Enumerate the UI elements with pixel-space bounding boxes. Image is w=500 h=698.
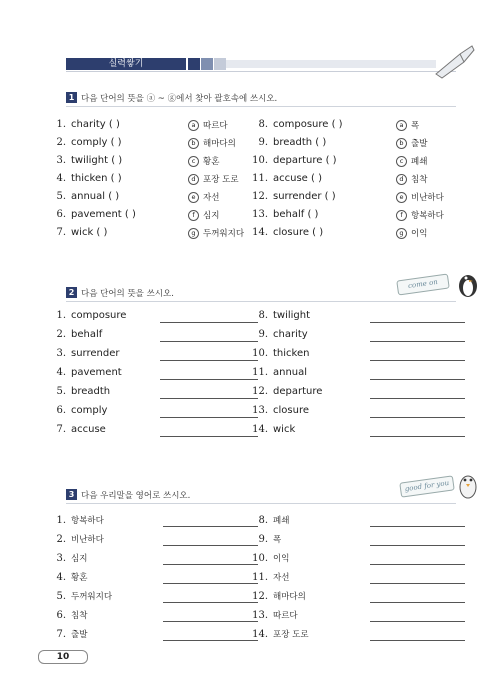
answer-line[interactable] [370,417,465,418]
match-word-row [252,155,402,166]
item-text: behalf ( ) [273,209,319,220]
item-number: 3. [56,553,66,564]
option-item [188,173,239,185]
item-text: annual ( ) [71,191,120,202]
option-letter: e [188,192,199,203]
answer-line[interactable] [160,322,258,323]
korean-row [252,552,362,564]
item-number: 8. [258,515,268,526]
item-number: 8. [258,310,268,321]
answer-line[interactable] [160,436,258,437]
item-number: 6. [56,610,66,621]
option-meaning: 이익 [411,229,428,239]
answer-line[interactable] [163,621,258,622]
item-number: 6. [56,209,66,220]
option-meaning: 침착 [411,175,428,185]
vocab-row [50,329,160,340]
come-on-sticker: come on [396,273,450,295]
answer-line[interactable] [370,526,465,527]
section-3-number: 3 [66,489,77,500]
korean-row [50,571,160,583]
item-number: 12. [252,591,268,602]
match-word-row [50,137,200,148]
vocab-row [252,424,362,435]
answer-line[interactable] [370,360,465,361]
match-word-row [50,209,200,220]
option-item [188,191,219,203]
item-number: 14. [252,227,268,238]
answer-line[interactable] [370,545,465,546]
item-text: 해마다의 [273,592,306,602]
bird-icon [455,468,481,500]
item-number: 9. [258,137,268,148]
item-number: 3. [56,155,66,166]
option-meaning: 따르다 [203,121,228,131]
option-letter: a [188,120,199,131]
section-2-rule [66,301,456,302]
item-text: pavement [71,367,122,378]
match-word-row [50,173,200,184]
option-item [396,119,419,131]
korean-row [50,609,160,621]
korean-row [50,552,160,564]
option-meaning: 황혼 [203,157,220,167]
match-word-row [50,155,200,166]
item-number: 14. [252,424,268,435]
answer-line[interactable] [163,564,258,565]
header-rule [66,71,456,72]
option-item [188,137,236,149]
match-word-row [252,209,402,220]
item-text: composure [71,310,127,321]
item-number: 2. [56,137,66,148]
option-letter: f [188,210,199,221]
item-number: 1. [56,310,66,321]
option-letter: b [188,138,199,149]
answer-line[interactable] [163,602,258,603]
page-number: 10 [38,650,88,664]
answer-line[interactable] [370,583,465,584]
option-letter: b [396,138,407,149]
vocab-row [252,348,362,359]
answer-line[interactable] [163,545,258,546]
answer-line[interactable] [370,564,465,565]
korean-row [252,514,362,526]
item-number: 12. [252,191,268,202]
answer-line[interactable] [160,398,258,399]
match-word-row [252,227,402,238]
vocab-row [50,386,160,397]
item-text: 이익 [273,554,290,564]
item-text: 두꺼워지다 [71,592,113,602]
option-item [188,155,219,167]
option-meaning: 자선 [203,193,220,203]
item-number: 11. [252,572,268,583]
option-letter: d [396,174,407,185]
option-letter: g [396,228,407,239]
item-text: 따르다 [273,611,298,621]
option-item [396,155,427,167]
option-meaning: 폭 [411,121,420,131]
match-word-row [50,191,200,202]
option-item [396,209,444,221]
option-meaning: 심지 [203,211,220,221]
item-text: 비난하다 [71,535,104,545]
vocab-row [252,329,362,340]
item-text: accuse [71,424,106,435]
item-text: 포장 도로 [273,630,309,640]
item-text: twilight ( ) [71,155,123,166]
item-text: comply [71,405,108,416]
item-text: charity [273,329,308,340]
korean-row [252,628,362,640]
section-3-rule [66,503,456,504]
item-text: breadth [71,386,111,397]
answer-line[interactable] [370,322,465,323]
answer-line[interactable] [370,602,465,603]
section-2-number: 2 [66,287,77,298]
item-text: 심지 [71,554,88,564]
paint-tool-icon [430,40,478,80]
item-number: 5. [56,386,66,397]
section-1-number: 1 [66,92,77,103]
item-number: 9. [258,534,268,545]
item-number: 7. [56,424,66,435]
item-number: 3. [56,348,66,359]
item-text: departure ( ) [273,155,337,166]
item-number: 7. [56,227,66,238]
match-word-row [252,119,402,130]
vocab-row [252,405,362,416]
option-meaning: 항복하다 [411,211,444,221]
header-square [201,58,213,70]
header-square [188,58,200,70]
item-number: 1. [56,119,66,130]
option-letter: a [396,120,407,131]
answer-line[interactable] [370,621,465,622]
header-band [216,60,436,68]
match-word-row [252,173,402,184]
item-number: 7. [56,629,66,640]
item-text: wick ( ) [71,227,108,238]
option-letter: d [188,174,199,185]
item-text: wick [273,424,296,435]
match-word-row [252,137,402,148]
section-2-title: 다음 단어의 뜻을 쓰시오. [81,289,174,299]
item-number: 14. [252,629,268,640]
option-meaning: 두꺼워지다 [203,229,245,239]
item-number: 4. [56,173,66,184]
item-text: 폭 [273,535,282,545]
section-3-title: 다음 우리말을 영어로 쓰시오. [81,491,191,501]
header-square [214,58,226,70]
option-meaning: 출발 [411,139,428,149]
match-word-row [50,227,200,238]
korean-row [252,571,362,583]
vocab-row [50,367,160,378]
answer-line[interactable] [163,640,258,641]
item-text: 폐쇄 [273,516,290,526]
item-text: 출발 [71,630,88,640]
korean-row [50,533,160,545]
option-item [396,227,427,239]
item-number: 4. [56,367,66,378]
answer-line[interactable] [160,379,258,380]
option-meaning: 비난하다 [411,193,444,203]
option-item [188,209,219,221]
item-text: behalf [71,329,103,340]
item-text: departure [273,386,323,397]
option-letter: f [396,210,407,221]
item-number: 10. [252,553,268,564]
item-text: closure [273,405,309,416]
item-number: 2. [56,534,66,545]
item-number: 10. [252,348,268,359]
item-number: 12. [252,386,268,397]
vocab-row [252,367,362,378]
penguin-icon [456,268,480,298]
option-letter: c [396,156,407,167]
item-text: 항복하다 [71,516,104,526]
item-text: annual [273,367,308,378]
match-word-row [252,191,402,202]
item-text: thicken ( ) [71,173,122,184]
vocab-row [50,424,160,435]
option-item [396,191,444,203]
answer-line[interactable] [370,379,465,380]
item-text: composure ( ) [273,119,343,130]
item-number: 13. [252,610,268,621]
answer-line[interactable] [370,436,465,437]
item-text: twilight [273,310,311,321]
answer-line[interactable] [163,526,258,527]
item-number: 10. [252,155,268,166]
item-number: 9. [258,329,268,340]
option-meaning: 해마다의 [203,139,236,149]
item-number: 2. [56,329,66,340]
item-text: charity ( ) [71,119,120,130]
item-text: 침착 [71,611,88,621]
item-number: 8. [258,119,268,130]
korean-row [50,590,160,602]
page-title: 실력쌓기 [108,59,144,69]
answer-line[interactable] [160,360,258,361]
option-meaning: 포장 도로 [203,175,239,185]
section-1-title: 다음 단어의 뜻을 ⓐ ~ ⓖ에서 찾아 괄호속에 쓰시오. [81,94,278,104]
good-for-you-sticker: good for you [399,475,455,497]
korean-row [252,590,362,602]
item-number: 5. [56,591,66,602]
item-text: surrender [71,348,120,359]
item-text: comply ( ) [71,137,122,148]
item-text: surrender ( ) [273,191,336,202]
item-text: 황혼 [71,573,88,583]
item-text: closure ( ) [273,227,324,238]
item-number: 11. [252,173,268,184]
item-text: 자선 [273,573,290,583]
item-number: 13. [252,209,268,220]
item-number: 4. [56,572,66,583]
match-word-row [50,119,200,130]
item-number: 13. [252,405,268,416]
vocab-row [252,310,362,321]
option-letter: c [188,156,199,167]
answer-line[interactable] [163,583,258,584]
item-number: 6. [56,405,66,416]
item-text: pavement ( ) [71,209,136,220]
item-text: breadth ( ) [273,137,327,148]
answer-line[interactable] [370,341,465,342]
item-number: 5. [56,191,66,202]
vocab-row [252,386,362,397]
vocab-row [50,405,160,416]
answer-line[interactable] [370,640,465,641]
vocab-row [50,310,160,321]
item-number: 1. [56,515,66,526]
option-item [396,173,427,185]
vocab-row [50,348,160,359]
option-item [188,119,228,131]
korean-row [252,609,362,621]
item-number: 11. [252,367,268,378]
item-text: thicken [273,348,310,359]
option-item [188,227,244,239]
section-1-rule [66,106,456,107]
option-meaning: 폐쇄 [411,157,428,167]
answer-line[interactable] [160,341,258,342]
korean-row [50,628,160,640]
option-letter: e [396,192,407,203]
option-letter: g [188,228,199,239]
option-item [396,137,427,149]
answer-line[interactable] [160,417,258,418]
korean-row [50,514,160,526]
answer-line[interactable] [370,398,465,399]
item-text: accuse ( ) [273,173,322,184]
korean-row [252,533,362,545]
